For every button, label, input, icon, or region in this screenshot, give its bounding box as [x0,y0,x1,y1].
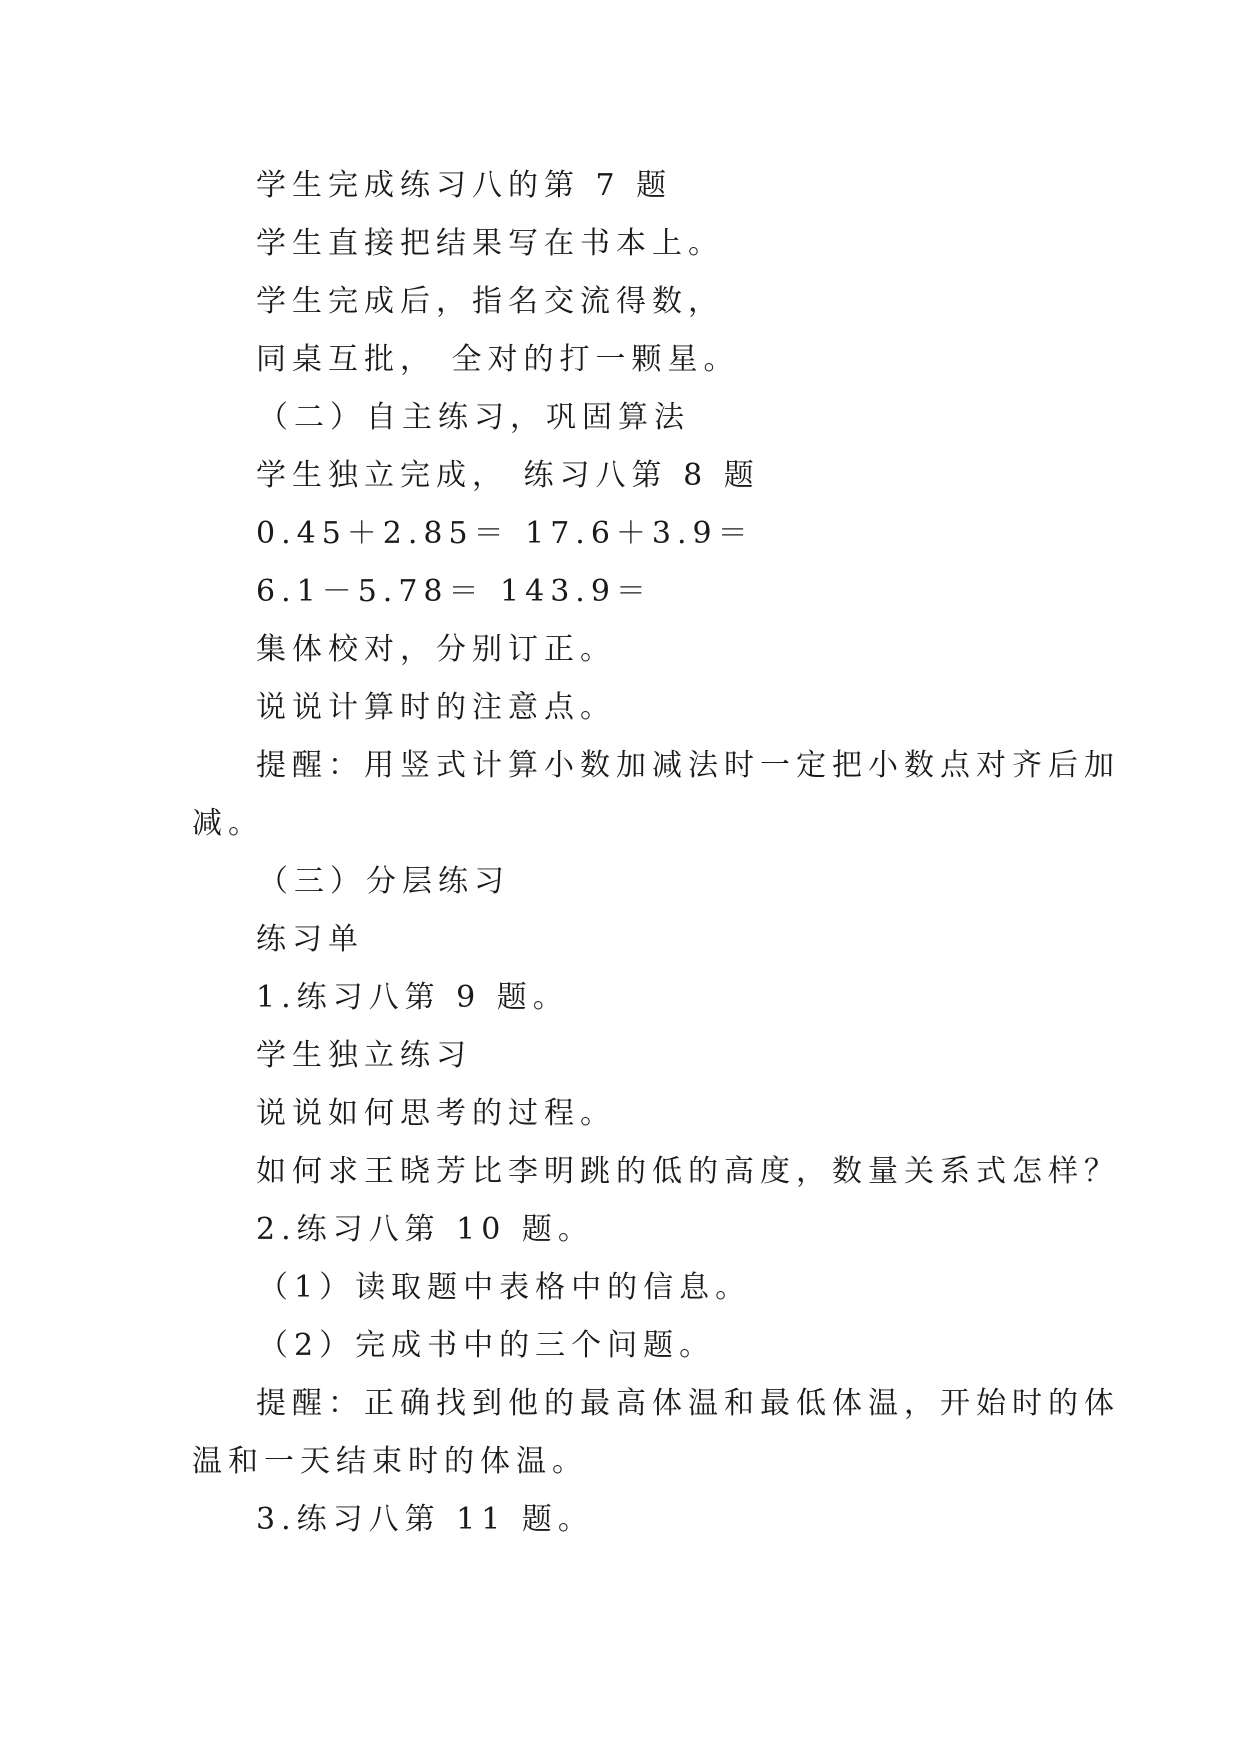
text-line: 学生直接把结果写在书本上。 [256,226,724,261]
question-line: 如何求王晓芳比李明跳的低的高度，数量关系式怎样？ [256,1154,1120,1189]
section-heading: （二）自主练习，巩固算法 [258,400,690,435]
sub-item: （2）完成书中的三个问题。 [258,1328,716,1363]
math-expression-line: 6.1－5.78＝ 143.9＝ [256,574,652,609]
reminder-continuation: 温和一天结束时的体温。 [192,1444,588,1479]
text-line: 学生独立完成， 练习八第 8 题 [256,458,760,493]
sub-item: （1）读取题中表格中的信息。 [258,1270,752,1305]
section-heading: （三）分层练习 [258,864,510,899]
text-line: 说说如何思考的过程。 [256,1096,616,1131]
text-line: 集体校对，分别订正。 [256,632,616,667]
text-line: 说说计算时的注意点。 [256,690,616,725]
reminder-continuation: 减。 [192,806,264,841]
text-line: 学生完成练习八的第 7 题 [256,168,673,203]
exercise-item: 3.练习八第 11 题。 [256,1502,594,1537]
math-expression-line: 0.45＋2.85＝ 17.6＋3.9＝ [256,516,754,551]
reminder-line: 提醒：正确找到他的最高体温和最低体温，开始时的体 [256,1386,1120,1421]
text-line: 练习单 [256,922,364,957]
text-line: 学生独立练习 [256,1038,472,1073]
text-line: 学生完成后，指名交流得数， [256,284,724,319]
exercise-item: 1.练习八第 9 题。 [256,980,569,1015]
reminder-line: 提醒：用竖式计算小数加减法时一定把小数点对齐后加 [256,748,1120,783]
exercise-item: 2.练习八第 10 题。 [256,1212,594,1247]
text-line: 同桌互批， 全对的打一颗星。 [256,342,740,377]
